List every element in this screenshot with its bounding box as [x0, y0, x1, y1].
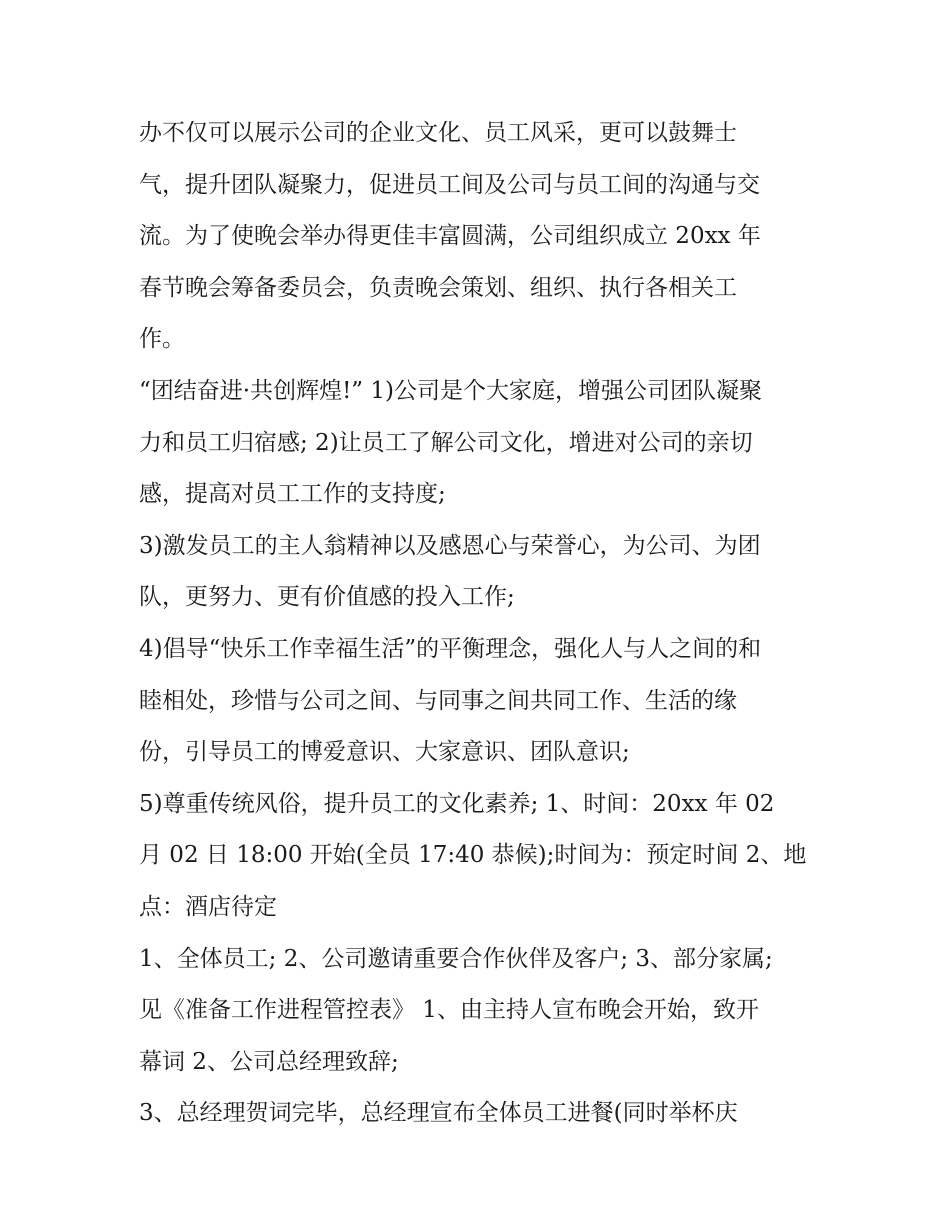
text-line: 见《准备工作进程管控表》 1、由主持人宣布晚会开始，致开	[139, 997, 759, 1024]
text-line: 幕词 2、公司总经理致辞;	[139, 1048, 399, 1075]
text-line: 5)尊重传统风俗，提升员工的文化素养; 1、时间：20xx 年 02	[139, 790, 775, 817]
text-line: 月 02 日 18:00 开始(全员 17:40 恭候);时间为：预定时间 2、地	[139, 842, 807, 869]
text-line: 点：酒店待定	[139, 893, 277, 920]
text-line: 气，提升团队凝聚力，促进员工间及公司与员工间的沟通与交	[139, 171, 760, 198]
document-body	[139, 108, 839, 1140]
text-line: 3)激发员工的主人翁精神以及感恩心与荣誉心，为公司、为团	[139, 532, 761, 559]
text-line: 作。	[139, 326, 185, 353]
text-line: 流。为了使晚会举办得更佳丰富圆满，公司组织成立 20xx 年	[139, 223, 761, 250]
text-line: 春节晚会筹备委员会，负责晚会策划、组织、执行各相关工	[139, 274, 737, 301]
text-line: 份，引导员工的博爱意识、大家意识、团队意识;	[139, 739, 630, 766]
text-line: 力和员工归宿感; 2)让员工了解公司文化，增进对公司的亲切	[139, 429, 753, 456]
text-line: 队，更努力、更有价值感的投入工作;	[139, 584, 515, 611]
text-line: 感，提高对员工工作的支持度;	[139, 481, 446, 508]
text-line: 4)倡导“快乐工作幸福生活”的平衡理念，强化人与人之间的和	[139, 635, 762, 662]
text-line: “团结奋进·共创辉煌!” 1)公司是个大家庭，增强公司团队凝聚	[139, 377, 762, 404]
text-line: 3、总经理贺词完毕，总经理宣布全体员工进餐(同时举杯庆	[139, 1100, 738, 1127]
text-line: 1、全体员工; 2、公司邀请重要合作伙伴及客户; 3、部分家属;	[139, 945, 773, 972]
text-line: 办不仅可以展示公司的企业文化、员工风采，更可以鼓舞士	[139, 120, 737, 146]
text-line: 睦相处，珍惜与公司之间、与同事之间共同工作、生活的缘	[139, 687, 737, 714]
